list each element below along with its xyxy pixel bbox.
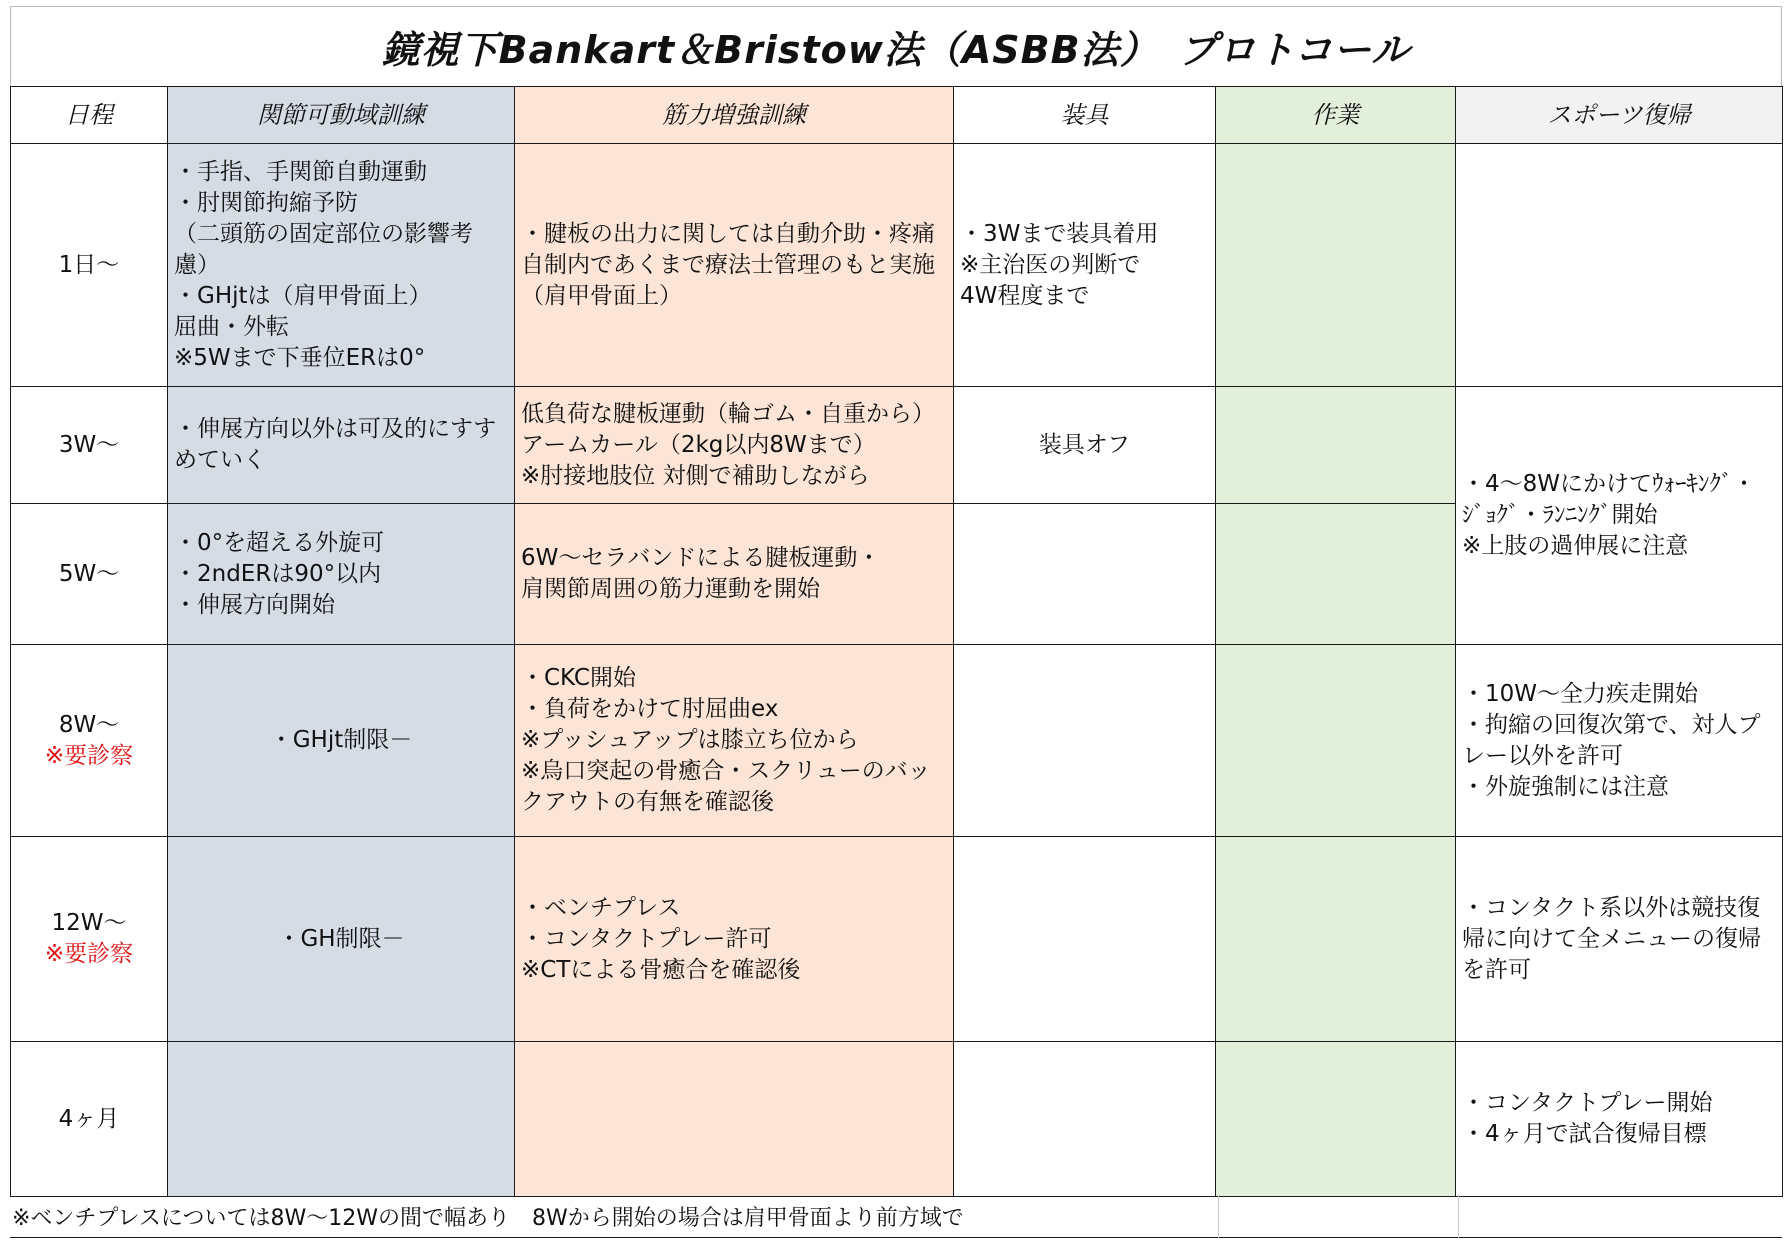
brace-cell bbox=[954, 645, 1216, 837]
brace-cell: ・3Wまで装具着用 ※主治医の判断で 4W程度まで bbox=[954, 144, 1216, 387]
exam-required-note: ※要診察 bbox=[44, 742, 134, 769]
table-row bbox=[11, 645, 1783, 837]
schedule-cell: 3W～ bbox=[11, 387, 168, 504]
schedule-cell: 5W～ bbox=[11, 504, 168, 645]
rom-cell bbox=[168, 1042, 515, 1197]
strength-cell bbox=[515, 1042, 954, 1197]
work-cell bbox=[1216, 1042, 1456, 1197]
column-header-schedule: 日程 bbox=[11, 87, 168, 144]
strength-cell: ・ベンチプレス ・コンタクトプレー許可 ※CTによる骨癒合を確認後 bbox=[515, 837, 954, 1042]
schedule-label: 8W～ bbox=[58, 711, 120, 738]
work-cell bbox=[1216, 645, 1456, 837]
schedule-cell: 1日～ bbox=[11, 144, 168, 387]
rom-cell: ・0°を超える外旋可 ・2ndERは90°以内 ・伸展方向開始 bbox=[168, 504, 515, 645]
column-header-brace: 装具 bbox=[954, 87, 1216, 144]
column-header-strength: 筋力増強訓練 bbox=[515, 87, 954, 144]
strength-cell: 6W～セラバンドによる腱板運動・ 肩関節周囲の筋力運動を開始 bbox=[515, 504, 954, 645]
rom-cell: ・伸展方向以外は可及的にすすめていく bbox=[168, 387, 515, 504]
schedule-cell bbox=[11, 645, 168, 837]
rom-cell: ・GHjt制限－ bbox=[168, 645, 515, 837]
column-header-work: 作業 bbox=[1216, 87, 1456, 144]
work-cell bbox=[1216, 387, 1456, 504]
rom-cell: ・手指、手関節自動運動 ・肘関節拘縮予防 （二頭筋の固定部位の影響考慮） ・GHjtは（肩甲骨面上） 屈曲・外転 ※5Wまで下垂位ERは0° bbox=[168, 144, 515, 387]
table-row bbox=[11, 387, 1783, 504]
sport-cell: ・4～8Wにかけてｳｫｰｷﾝｸﾞ・ｼﾞｮｸﾞ・ﾗﾝﾆﾝｸﾞ開始 ※上肢の過伸展に注意 bbox=[1456, 387, 1783, 645]
column-header-sport: スポーツ復帰 bbox=[1456, 87, 1783, 144]
schedule-cell bbox=[11, 837, 168, 1042]
header-row bbox=[11, 87, 1783, 144]
sport-cell: ・10W～全力疾走開始 ・拘縮の回復次第で、対人プレー以外を許可 ・外旋強制には注意 bbox=[1456, 645, 1783, 837]
table-row bbox=[11, 837, 1783, 1042]
footnote-row bbox=[10, 1194, 1782, 1238]
work-cell bbox=[1216, 837, 1456, 1042]
brace-cell bbox=[954, 504, 1216, 645]
strength-cell: ・腱板の出力に関しては自動介助・疼痛自制内であくまで療法士管理のもと実施（肩甲骨面上） bbox=[515, 144, 954, 387]
brace-cell bbox=[954, 1042, 1216, 1197]
column-header-rom: 関節可動域訓練 bbox=[168, 87, 515, 144]
table-row bbox=[11, 1042, 1783, 1197]
sport-cell: ・コンタクトプレー開始 ・4ヶ月で試合復帰目標 bbox=[1456, 1042, 1783, 1197]
schedule-cell: 4ヶ月 bbox=[11, 1042, 168, 1197]
work-cell bbox=[1216, 144, 1456, 387]
footnote-divider bbox=[1218, 1194, 1219, 1238]
document-title: 鏡視下Bankart＆Bristow法（ASBB法） プロトコール bbox=[10, 6, 1782, 86]
footnote-text: ※ベンチプレスについては8W～12Wの間で幅あり 8Wから開始の場合は肩甲骨面より前方域で bbox=[12, 1206, 964, 1231]
sport-cell bbox=[1456, 144, 1783, 387]
protocol-table bbox=[10, 86, 1783, 1197]
strength-cell: ・CKC開始 ・負荷をかけて肘屈曲ex ※プッシュアップは膝立ち位から ※烏口突起の骨癒合・スクリューのバックアウトの有無を確認後 bbox=[515, 645, 954, 837]
brace-cell: 装具オフ bbox=[954, 387, 1216, 504]
rom-cell: ・GH制限－ bbox=[168, 837, 515, 1042]
schedule-label: 12W～ bbox=[51, 910, 127, 936]
work-cell bbox=[1216, 504, 1456, 645]
table-row bbox=[11, 144, 1783, 387]
exam-required-note: ※要診察 bbox=[44, 941, 134, 967]
strength-cell: 低負荷な腱板運動（輪ゴム・自重から） アームカール（2kg以内8Wまで） ※肘接地肢位 対側で補助しながら bbox=[515, 387, 954, 504]
brace-cell bbox=[954, 837, 1216, 1042]
sport-cell: ・コンタクト系以外は競技復帰に向けて全メニューの復帰を許可 bbox=[1456, 837, 1783, 1042]
footnote-divider bbox=[1458, 1194, 1459, 1238]
